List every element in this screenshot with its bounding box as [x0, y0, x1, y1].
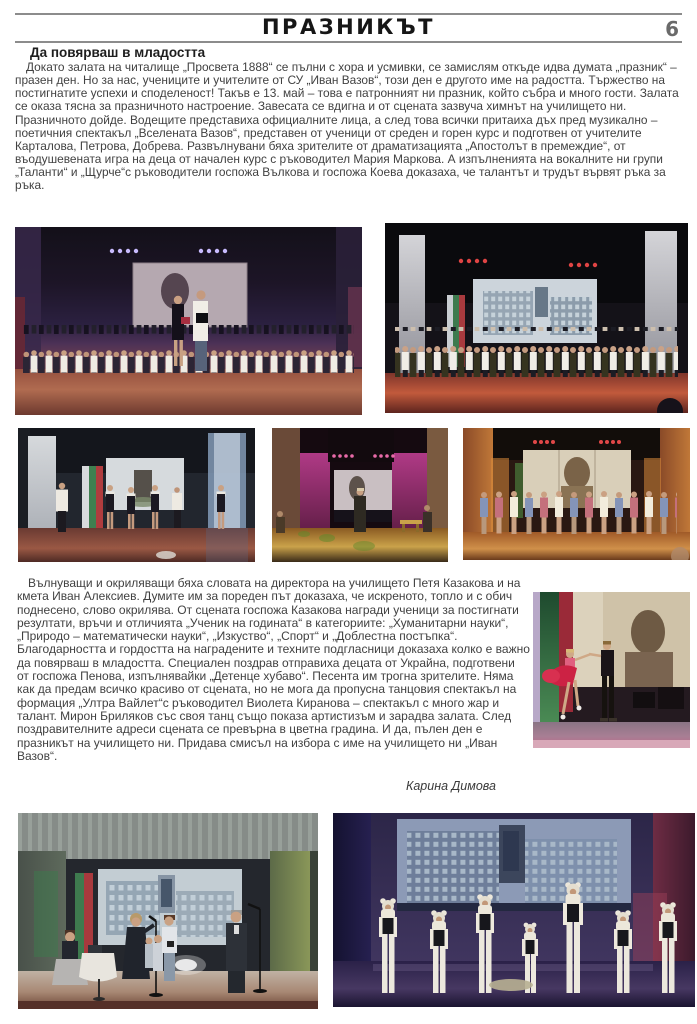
photo-award-ceremony: [18, 813, 318, 1009]
page-title: ПРАЗНИКЪТ: [261, 15, 435, 39]
photo-students-line: [18, 428, 255, 562]
article-byline: Карина Димова: [405, 779, 496, 793]
photo-children-portrait: [463, 428, 690, 560]
photo-choir-projection: [385, 223, 688, 413]
photo-drama-magenta: [272, 428, 448, 562]
article-heading: Да повярваш в младостта: [30, 45, 206, 60]
article-paragraph-1: Докато залата на читалище „Просвета 1888“ се пълни с хора и усмивки, се замислям откъде идва думата „празник“ – празен ден. Но за нас, учениците и учителите от СУ „Иван Вазов“, този ден е другото име на радостта. Тържество на постигнатите успехи и споделеност! Такъв е 13. май – това е патронният ни празник, който събра и много гости. Залата се оказа тясна за празничното настроение. Завесата се вдигна и от сцената зазвуча химнът на училището ни. Празничното дойде. Водещите представиха официалните лица, а след това всички притаиха дъх пред музикално – поетичния спектакъл „Вселената Вазов“, представен от ученици от среден и горен курс и подготвен от учителите Карталова, Петрова, Добрева. Развълнувани бяха зрителите от драматизацията „Апостолът в премеждие“, от въодушевената игра на деца от начален курс с ръководител Мария Маркова. А изпълненията на вокалните ни групи „Таланти“ и „Щурче“с ръководители госпожа Вълкова и госпожа Коева доказаха, че талантът и трудът вървят ръка за ръка.: [15, 60, 679, 193]
article-paragraph-2: Вълнуващи и окриляващи бяха словата на директора на училището Петя Казакова и на кмета Иван Алексиев. Думите им за пореден път доказаха, че искреното, топло и с обич поднесено, слово окрилява. От сцената госпожа Казакова награди ученици за постигнати резултати, връчи и отличията „Ученик на годината“ в категориите: „Хуманитарни науки“, „Природо – математически науки“, „Изкуство“, „Спорт“ и „Доблестна постъпка“. Благодарността и гордостта на наградените и техните подгласници доказаха колко е важно да повярваш в младостта. Специален поздрав отправиха децата от Украйна, подготвени от госпожа Пенова, изпълнявайки „Детенце хубаво“. Песента им трогна зрителите. Няма как да предам всичко красиво от сцената, но не мога да пропусна танцовия спектакъл на формация „Ултра Вайлет“с ръководител Виолета Киранова – спектакъл с много жар и талант. Мирон Бриляков със своя танц също показа артистизъм и зарадва залата. След поздравителните адреси сцената се превърна в цветна градина. И да, пълен ден е празникът на училището ни. Придава смисъл на избора с име на училището ни „Иван Вазов“.: [17, 576, 530, 763]
photo-dance-couple: [533, 592, 690, 748]
header-rule-bottom: [15, 41, 682, 43]
photo-presenters-stage: [15, 227, 362, 415]
photo-dance-formation: [333, 813, 695, 1007]
page-number: 6: [665, 17, 679, 41]
